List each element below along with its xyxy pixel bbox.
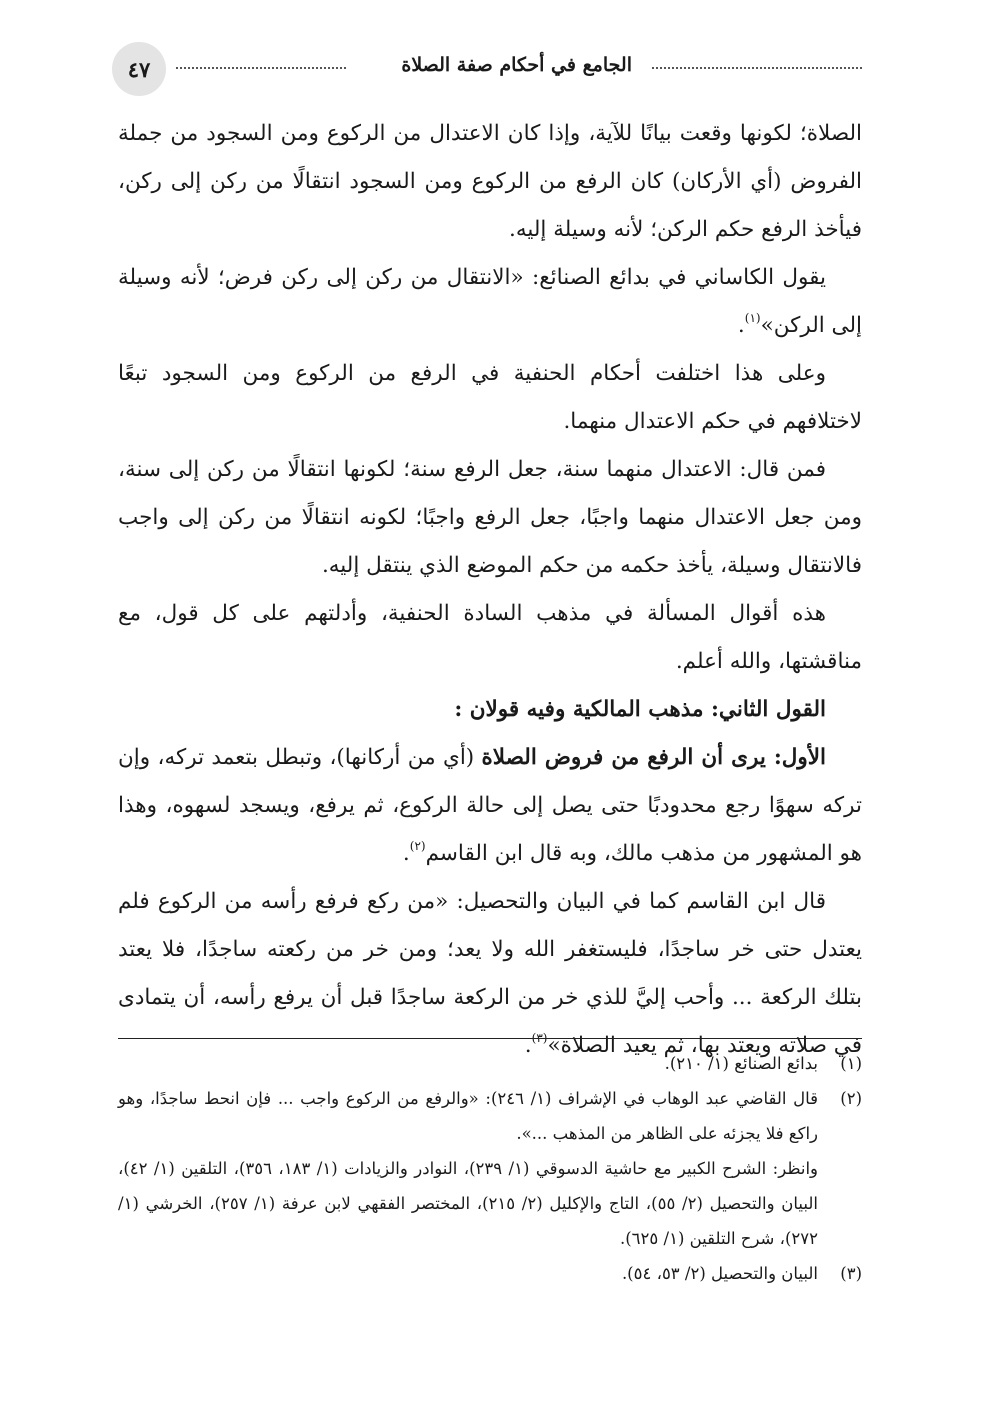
paragraph-text: يقول الكاساني في بدائع الصنائع: «الانتقال من ركن إلى ركن فرض؛ لأنه وسيلة إلى الركن» <box>118 265 862 338</box>
paragraph: الأول: يرى أن الرفع من فروض الصلاة (أي من أركانها)، وتبطل بتعمد تركه، وإن تركه سهوًا رجع محدودبًا حتى يصل إلى حالة الركوع، ثم يرفع، ويسجد لسهوه، وهذا هو المشهور من مذهب مالك، وبه قال ابن القاسم$^{(٢)}$. <box>118 745 862 866</box>
footnote-text: وانظر: الشرح الكبير مع حاشية الدسوقي (١/ ٢٣٩)، النوادر والزيادات (١/ ١٨٣، ٣٥٦)، التلقين (١/ ٤٢)، البيان والتحصيل (٢/ ٥٥)، التاج والإكليل (٢/ ٢١٥)، المختصر الفقهي لابن عرفة (١/ ٢٥٧)، الخرشي (١/ ٢٧٢)، شرح التلقين (١/ ٦٢٥). <box>118 1159 818 1248</box>
footnote <box>118 1046 862 1081</box>
paragraph-text: قال ابن القاسم كما في البيان والتحصيل: «من ركع فرفع رأسه من الركوع فلم يعتدل حتى خر ساجدًا، فليستغفر الله ولا يعد؛ ومن خر من ركعته ساجدًا، فلا يعتد بتلك الركعة ... وأحب إليَّ للذي خر من الركعة ساجدًا قبل أن يرفع رأسه، أن يتمادى في صلاته ويعتد بها، ثم يعيد الصلاة» <box>118 889 862 1058</box>
footnote-text: بدائع الصنائع (١/ ٢١٠). <box>664 1054 818 1073</box>
page-number-badge <box>112 42 166 96</box>
paragraph <box>118 110 862 254</box>
footnote <box>118 1256 862 1291</box>
paragraph <box>118 350 862 446</box>
page-number: ٤٧ <box>127 56 151 82</box>
book-page <box>118 0 862 1417</box>
footnote-ref[interactable]: (٣) <box>531 1031 548 1045</box>
paragraph-text: (أي من أركانها)، وتبطل بتعمد تركه، وإن تركه سهوًا رجع محدودبًا حتى يصل إلى حالة الركوع، ثم يرفع، ويسجد لسهوه، وهذا هو المشهور من مذهب مالك، وبه قال ابن القاسم <box>118 745 862 866</box>
footnote-divider <box>118 1038 862 1039</box>
section-heading <box>118 686 862 734</box>
footnote-text: قال القاضي عبد الوهاب في الإشراف (١/ ٢٤٦): «والرفع من الركوع واجب ... فإن انحط ساجدًا، وهو راكع فلا يجزئه على الظاهر من المذهب ...». <box>118 1089 818 1143</box>
paragraph-text: هذه أقوال المسألة في مذهب السادة الحنفية، وأدلتهم على كل قول، مع مناقشتها، والله أعلم. <box>118 601 862 674</box>
paragraph: قال ابن القاسم كما في البيان والتحصيل: «من ركع فرفع رأسه من الركوع فلم يعتدل حتى خر ساجدًا، فليستغفر الله ولا يعد؛ ومن خر من ركعته ساجدًا، فلا يعتد بتلك الركعة ... وأحب إليَّ للذي خر من الركعة ساجدًا قبل أن يرفع رأسه، أن يتمادى في صلاته ويعتد بها، ثم يعيد الصلاة»$^{(٣)}$. <box>118 889 862 1058</box>
header-dotted-rule-left <box>176 67 346 69</box>
paragraph <box>118 590 862 686</box>
header-dotted-rule-right <box>652 67 862 69</box>
footnote-ref[interactable]: (٢) <box>409 839 426 853</box>
footnote-number: (٣) <box>840 1264 862 1283</box>
running-title: الجامع في أحكام صفة الصلاة <box>401 54 632 76</box>
footnote <box>118 1081 862 1256</box>
paragraph <box>118 446 862 590</box>
footnote-number: (١) <box>840 1054 862 1073</box>
footnote-number: (٢) <box>840 1089 862 1108</box>
heading-text: القول الثاني: مذهب المالكية وفيه قولان : <box>454 697 826 722</box>
main-text <box>118 110 862 1070</box>
bold-lead: الأول: يرى أن الرفع من فروض الصلاة <box>481 745 826 770</box>
footnote-text: البيان والتحصيل (٢/ ٥٣، ٥٤). <box>621 1264 818 1283</box>
page-header <box>118 40 862 98</box>
paragraph: يقول الكاساني في بدائع الصنائع: «الانتقال من ركن إلى ركن فرض؛ لأنه وسيلة إلى الركن»$^{(١)}$. <box>118 265 862 338</box>
footnote-ref[interactable]: (١) <box>744 311 761 325</box>
footnotes <box>118 1046 862 1291</box>
paragraph-text: الصلاة؛ لكونها وقعت بيانًا للآية، وإذا كان الاعتدال من الركوع ومن السجود من جملة الفروض (أي الأركان) كان الرفع من الركوع ومن السجود انتقالًا من ركن إلى ركن، فيأخذ الرفع حكم الركن؛ لأنه وسيلة إليه. <box>118 121 862 242</box>
paragraph-text: فمن قال: الاعتدال منهما سنة، جعل الرفع سنة؛ لكونها انتقالًا من ركن إلى سنة، ومن جعل الاعتدال منهما واجبًا، جعل الرفع واجبًا؛ لكونه انتقالًا من ركن إلى واجب فالانتقال وسيلة، يأخذ حكمه من حكم الموضع الذي ينتقل إليه. <box>118 457 862 578</box>
paragraph-text: وعلى هذا اختلفت أحكام الحنفية في الرفع من الركوع ومن السجود تبعًا لاختلافهم في حكم الاعتدال منهما. <box>118 361 862 434</box>
